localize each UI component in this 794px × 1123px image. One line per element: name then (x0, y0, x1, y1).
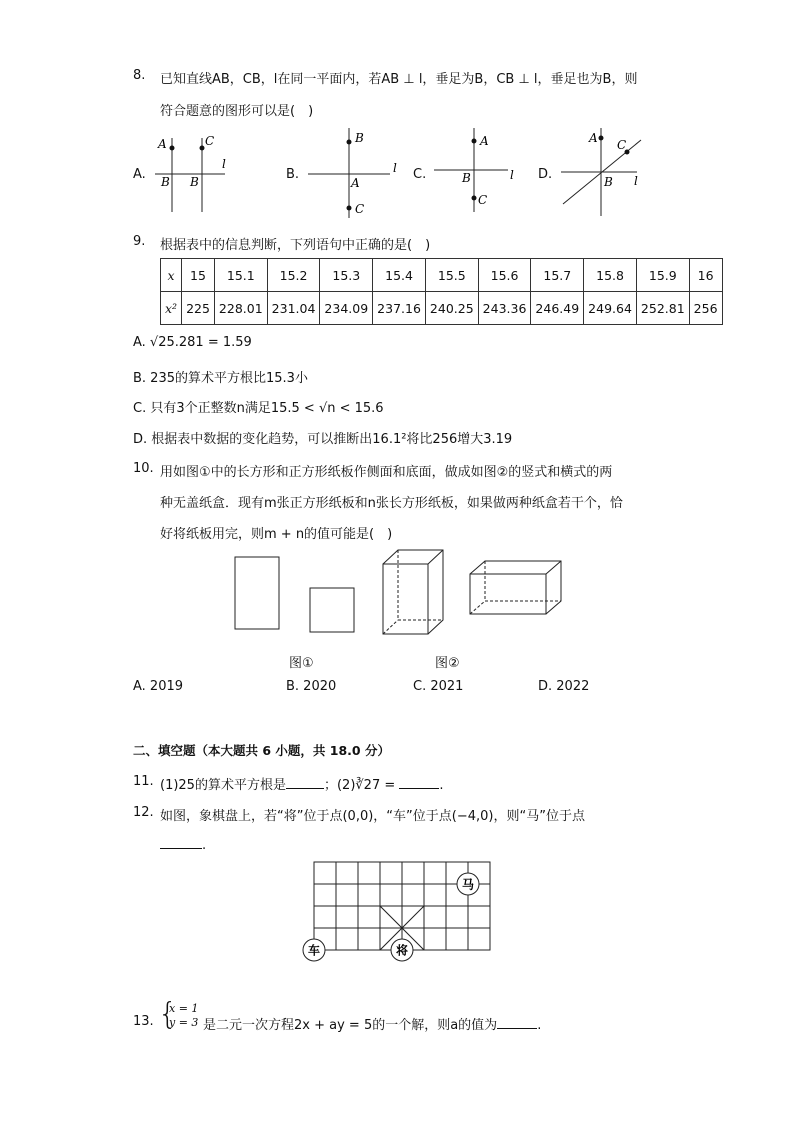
table-row (161, 259, 723, 292)
q8c-line-l: l (510, 168, 514, 182)
q8-stem-line1: 已知直线AB，CB，l在同一平面内，若AB ⊥ l，垂足为B，CB ⊥ l，垂足也为B，则 (160, 72, 638, 87)
q12-number: 12. (133, 805, 154, 820)
table-cell: 249.64 (584, 292, 637, 325)
q10-figure-1-caption: 图① (289, 656, 314, 671)
chess-piece-che (303, 939, 325, 961)
q8-figure-b (300, 124, 405, 224)
q8-stem-line2: 符合题意的图形可以是( ) (160, 104, 314, 119)
q9-option-a: A. √25.281 = 1.59 (133, 335, 252, 350)
chess-piece-jiang-label: 将 (395, 943, 409, 958)
q8d-point-c: C (617, 138, 627, 152)
q11-stem (160, 774, 444, 793)
q8d-line-l: l (634, 174, 638, 188)
q11-separator: ； (323, 778, 337, 793)
table-cell: 15.7 (531, 259, 584, 292)
table-cell: 15.8 (584, 259, 637, 292)
table-row (161, 292, 723, 325)
q8-option-d-label: D. (538, 167, 553, 182)
table-cell: 228.01 (214, 292, 267, 325)
q11-part1: (1)25的算术平方根是 (160, 778, 286, 793)
table-cell: 15.4 (373, 259, 426, 292)
q8-option-c-label: C. (413, 167, 427, 182)
q10-option-a: A. 2019 (133, 679, 184, 694)
table-cell: 231.04 (267, 292, 320, 325)
q12-stem-line2 (160, 836, 206, 853)
table-cell: 15.1 (214, 259, 267, 292)
table-header-x-squared: x² (161, 292, 182, 325)
q8-option-b-label: B. (286, 167, 300, 182)
q11-end: . (439, 778, 444, 793)
q9-option-c: C. 只有3个正整数n满足15.5 < √n < 15.6 (133, 401, 384, 416)
q8a-point-a: A (158, 137, 167, 151)
section-2-heading: 二、填空题（本大题共 6 小题，共 18.0 分） (133, 743, 390, 758)
q8b-point-b: B (355, 131, 364, 145)
q13-brace: { (158, 997, 178, 1032)
table-cell: 252.81 (636, 292, 689, 325)
q10-number: 10. (133, 461, 154, 476)
table-cell: 237.16 (373, 292, 426, 325)
q8d-point-b: B (604, 175, 613, 189)
q8c-point-a: A (480, 134, 489, 148)
q11-part2: (2)∛27 = (336, 778, 396, 793)
table-cell: 15.3 (320, 259, 373, 292)
table-cell: 15.2 (267, 259, 320, 292)
q9-value-table (160, 258, 723, 325)
table-cell: 225 (182, 292, 215, 325)
chess-piece-che-label: 车 (307, 943, 321, 958)
q13-system-eq1: x = 1 (169, 1002, 199, 1015)
q8c-point-b: B (462, 171, 471, 185)
q9-option-b: B. 235的算术平方根比15.3小 (133, 371, 308, 386)
chess-piece-ma-label: 马 (461, 877, 475, 892)
q10-option-b: B. 2020 (286, 679, 337, 694)
q10-stem-line1: 用如图①中的长方形和正方形纸板作侧面和底面，做成如图②的竖式和横式的两 (160, 465, 613, 480)
table-cell: 243.36 (478, 292, 531, 325)
chess-piece-ma (457, 873, 479, 895)
chess-piece-jiang (391, 939, 413, 961)
table-cell: 234.09 (320, 292, 373, 325)
q10-stem-line2: 种无盖纸盒．现有m张正方形纸板和n张长方形纸板，如果做两种纸盒若干个，恰 (160, 496, 623, 511)
q10-figure-1-boards (230, 552, 360, 642)
q8b-point-c: C (355, 202, 365, 216)
q10-figure-2-boxes (378, 546, 568, 641)
q10-option-c: C. 2021 (413, 679, 464, 694)
q11-answer-blank-2[interactable] (399, 776, 439, 789)
q8a-point-c: C (205, 134, 215, 148)
q12-answer-blank[interactable] (160, 836, 202, 849)
q8-option-a-label: A. (133, 167, 146, 182)
q12-end: . (202, 838, 207, 853)
q8c-point-c: C (478, 193, 488, 207)
q12-chessboard (298, 858, 498, 968)
table-cell: 240.25 (425, 292, 478, 325)
q8-figure-d (555, 124, 655, 224)
q12-stem-line1: 如图，象棋盘上，若“将”位于点(0,0)，“车”位于点(−4,0)，则“马”位于点 (160, 809, 585, 824)
q9-option-d: D. 根据表中数据的变化趋势，可以推断出16.1²将比256增大3.19 (133, 432, 513, 447)
q8-figure-c (430, 124, 525, 224)
q8b-line-l: l (393, 161, 397, 175)
q13-answer-blank[interactable] (497, 1016, 537, 1029)
table-cell: 15.6 (478, 259, 531, 292)
table-cell: 15 (182, 259, 215, 292)
q8-number: 8. (133, 68, 146, 83)
q8d-point-a: A (589, 131, 598, 145)
q11-number: 11. (133, 774, 154, 789)
table-cell: 256 (689, 292, 722, 325)
q13-text: 是二元一次方程2x + ay = 5的一个解，则a的值为 (203, 1018, 498, 1033)
q8a-line-l: l (222, 157, 226, 171)
q8a-point-b2: B (190, 175, 199, 189)
q11-answer-blank-1[interactable] (286, 776, 324, 789)
q8-figure-a (150, 128, 240, 218)
table-cell: 16 (689, 259, 722, 292)
q13-stem (203, 1014, 541, 1033)
q13-end: . (537, 1018, 542, 1033)
q8a-point-b1: B (161, 175, 170, 189)
q10-stem-line3: 好将纸板用完，则m + n的值可能是( ) (160, 527, 393, 542)
table-header-x: x (161, 259, 182, 292)
table-cell: 15.9 (636, 259, 689, 292)
q10-option-d: D. 2022 (538, 679, 590, 694)
q9-number: 9. (133, 234, 146, 249)
table-cell: 15.5 (425, 259, 478, 292)
q10-figure-2-caption: 图② (435, 656, 460, 671)
q13-system-eq2: y = 3 (169, 1016, 199, 1029)
q13-number: 13. (133, 1014, 154, 1029)
table-cell: 246.49 (531, 292, 584, 325)
q9-stem: 根据表中的信息判断，下列语句中正确的是( ) (160, 238, 431, 253)
q8b-point-a: A (351, 176, 360, 190)
